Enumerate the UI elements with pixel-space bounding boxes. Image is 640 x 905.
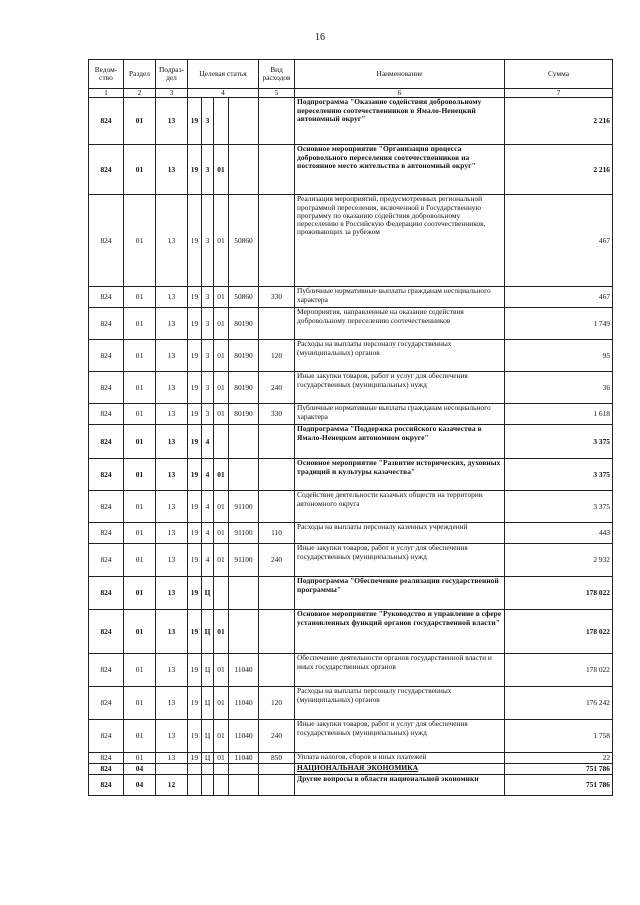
cell-target-part1: 19 [188,523,202,544]
cell-target-part2: 4 [202,425,214,459]
cell-summa: 2 932 [505,544,613,577]
cell-summa: 1 749 [505,308,613,340]
cell-summa: 3 375 [505,491,613,523]
table-row [89,544,613,577]
cell-vedomstvo: 824 [89,753,124,764]
cell-target-part4: 91100 [229,523,259,544]
cell-podrazdel: 13 [156,654,188,687]
cell-summa: 2 216 [505,98,613,145]
table-row [89,372,613,404]
cell-naimenovanie: Основное мероприятие "Развитие исторических, духовных традиций и культуры казачества" [295,459,505,491]
table-row [89,523,613,544]
cell-target-part4: 91100 [229,491,259,523]
cell-vid-rashodov: 240 [259,544,295,577]
cell-podrazdel: 13 [156,577,188,610]
cell-vedomstvo: 824 [89,404,124,425]
header-vedomstvo: Ведом- ство [89,60,124,89]
cell-razdel: 01 [124,372,156,404]
cell-vid-rashodov [259,577,295,610]
cell-target-part2: 4 [202,491,214,523]
cell-summa: 1 618 [505,404,613,425]
cell-target-part1: 19 [188,425,202,459]
header-razdel: Раздел [124,60,156,89]
cell-podrazdel: 13 [156,340,188,372]
cell-podrazdel: 13 [156,491,188,523]
cell-podrazdel: 13 [156,145,188,195]
cell-target-part1: 19 [188,308,202,340]
cell-podrazdel: 12 [156,775,188,796]
cell-target-part2: Ц [202,577,214,610]
cell-target-part3 [214,98,229,145]
cell-target-part3: 01 [214,687,229,720]
cell-target-part4: 11040 [229,654,259,687]
cell-vedomstvo: 824 [89,287,124,308]
cell-target-part2: 3 [202,145,214,195]
cell-naimenovanie: Основное мероприятие "Руководство и управление в сфере установленных функций органов государственной власти" [295,610,505,654]
cell-target-part3 [214,425,229,459]
cell-target-part4: 80190 [229,372,259,404]
page-number: 16 [315,32,325,43]
cell-target-part4: 80190 [229,404,259,425]
table-row [89,577,613,610]
cell-target-part4: 11040 [229,687,259,720]
cell-vid-rashodov [259,308,295,340]
cell-vedomstvo: 824 [89,425,124,459]
cell-naimenovanie: Подпрограмма "Оказание содействия добровольному переселению соотечественников в Ямало-Ненецкий автономный округ" [295,98,505,145]
cell-podrazdel: 13 [156,425,188,459]
table-row [89,654,613,687]
cell-vedomstvo: 824 [89,340,124,372]
cell-vedomstvo: 824 [89,764,124,775]
cell-vid-rashodov: 850 [259,753,295,764]
cell-naimenovanie: Публичные нормативные выплаты гражданам несоциального характера [295,404,505,425]
table-row [89,425,613,459]
cell-razdel: 01 [124,720,156,753]
cell-vedomstvo: 824 [89,308,124,340]
table-row [89,308,613,340]
cell-target-part3: 01 [214,610,229,654]
cell-razdel: 01 [124,687,156,720]
cell-vedomstvo: 824 [89,775,124,796]
cell-razdel: 04 [124,764,156,775]
cell-vid-rashodov [259,610,295,654]
cell-razdel: 01 [124,610,156,654]
cell-target-part4 [229,775,259,796]
cell-vid-rashodov [259,764,295,775]
col-number: 5 [259,89,295,98]
cell-vedomstvo: 824 [89,687,124,720]
cell-razdel: 01 [124,753,156,764]
cell-target-part4: 50860 [229,287,259,308]
cell-naimenovanie: Основное мероприятие "Организация процесса добровольного переселения соотечественников на постоянное место жительства в автономный округ" [295,145,505,195]
cell-target-part4: 91100 [229,544,259,577]
cell-razdel: 01 [124,404,156,425]
cell-target-part3: 01 [214,753,229,764]
cell-razdel: 01 [124,195,156,287]
cell-target-part3: 01 [214,491,229,523]
cell-razdel: 04 [124,775,156,796]
header-summa: Сумма [505,60,613,89]
cell-summa: 178 022 [505,577,613,610]
cell-target-part2 [202,764,214,775]
cell-podrazdel [156,764,188,775]
cell-target-part3: 01 [214,544,229,577]
cell-target-part2: Ц [202,753,214,764]
col-number: 4 [188,89,259,98]
cell-razdel: 01 [124,145,156,195]
cell-razdel: 01 [124,491,156,523]
cell-vedomstvo: 824 [89,491,124,523]
cell-target-part3: 01 [214,654,229,687]
cell-target-part2: 3 [202,287,214,308]
cell-razdel: 01 [124,544,156,577]
cell-vedomstvo: 824 [89,98,124,145]
cell-target-part1: 19 [188,195,202,287]
table-row [89,145,613,195]
cell-target-part1: 19 [188,544,202,577]
cell-vedomstvo: 824 [89,577,124,610]
cell-vid-rashodov [259,425,295,459]
table-row [89,340,613,372]
column-numbers-row [89,89,613,98]
cell-naimenovanie: Расходы на выплаты персоналу государственных (муниципальных) органов [295,687,505,720]
cell-vedomstvo: 824 [89,654,124,687]
cell-naimenovanie: НАЦИОНАЛЬНАЯ ЭКОНОМИКА [295,764,505,775]
cell-summa: 95 [505,340,613,372]
cell-naimenovanie: Подпрограмма "Обеспечение реализации государственной программы" [295,577,505,610]
cell-target-part1: 19 [188,610,202,654]
cell-naimenovanie: Подпрограмма "Поддержка российского казачества в Ямало-Ненецком автономном округе" [295,425,505,459]
cell-target-part3 [214,764,229,775]
cell-summa: 22 [505,753,613,764]
cell-vedomstvo: 824 [89,523,124,544]
cell-naimenovanie: Другие вопросы в области национальной экономики [295,775,505,796]
cell-naimenovanie: Содействие деятельности казачьих обществ на территории автономного округа [295,491,505,523]
cell-target-part4: 50860 [229,195,259,287]
cell-target-part3: 01 [214,340,229,372]
cell-target-part2: 4 [202,544,214,577]
cell-vedomstvo: 824 [89,610,124,654]
cell-target-part3: 01 [214,720,229,753]
cell-vedomstvo: 824 [89,720,124,753]
cell-vid-rashodov: 240 [259,372,295,404]
cell-vid-rashodov: 330 [259,287,295,308]
cell-target-part2 [202,775,214,796]
cell-target-part4 [229,610,259,654]
cell-podrazdel: 13 [156,687,188,720]
table-row [89,287,613,308]
cell-summa: 1 758 [505,720,613,753]
table-row [89,459,613,491]
cell-target-part2: Ц [202,720,214,753]
cell-podrazdel: 13 [156,308,188,340]
cell-naimenovanie: Иные закупки товаров, работ и услуг для обеспечения государственных (муниципальных) нужд [295,544,505,577]
table-row [89,404,613,425]
cell-target-part3: 01 [214,308,229,340]
cell-summa: 176 242 [505,687,613,720]
cell-target-part4: 11040 [229,720,259,753]
cell-razdel: 01 [124,287,156,308]
cell-naimenovanie: Расходы на выплаты персоналу казенных учреждений [295,523,505,544]
cell-podrazdel: 13 [156,98,188,145]
cell-naimenovanie: Уплата налогов, сборов и иных платежей [295,753,505,764]
cell-razdel: 01 [124,425,156,459]
cell-summa: 3 375 [505,459,613,491]
cell-naimenovanie: Мероприятия, направленные на оказание содействия добровольному переселению соотечественников [295,308,505,340]
cell-summa: 36 [505,372,613,404]
cell-target-part1: 19 [188,753,202,764]
cell-target-part4 [229,145,259,195]
cell-target-part1: 19 [188,720,202,753]
table-row [89,491,613,523]
cell-vid-rashodov: 120 [259,340,295,372]
cell-target-part3: 01 [214,459,229,491]
cell-summa: 467 [505,195,613,287]
cell-target-part3: 01 [214,287,229,308]
cell-razdel: 01 [124,577,156,610]
cell-vedomstvo: 824 [89,145,124,195]
table-row [89,98,613,145]
cell-podrazdel: 13 [156,523,188,544]
table-body [89,98,613,796]
cell-target-part1: 19 [188,340,202,372]
table-row [89,610,613,654]
col-number: 1 [89,89,124,98]
cell-podrazdel: 13 [156,610,188,654]
cell-target-part1: 19 [188,145,202,195]
cell-podrazdel: 13 [156,459,188,491]
cell-target-part1: 19 [188,459,202,491]
cell-vid-rashodov [259,654,295,687]
cell-vid-rashodov [259,775,295,796]
cell-target-part1: 19 [188,98,202,145]
cell-target-part3 [214,775,229,796]
cell-razdel: 01 [124,459,156,491]
cell-podrazdel: 13 [156,544,188,577]
cell-vid-rashodov: 240 [259,720,295,753]
cell-naimenovanie: Иные закупки товаров, работ и услуг для обеспечения государственных (муниципальных) нужд [295,720,505,753]
cell-target-part1 [188,764,202,775]
cell-vid-rashodov: 330 [259,404,295,425]
col-number: 7 [505,89,613,98]
cell-naimenovanie: Реализация мероприятий, предусмотренных региональной программой переселения, включенной в Государственную программу по оказанию содействия добровольному переселению в Российскую Федерацию соотечественников, проживающих за рубежом [295,195,505,287]
header-naimenovanie: Наименование [295,60,505,89]
cell-vid-rashodov: 110 [259,523,295,544]
cell-target-part3: 01 [214,523,229,544]
cell-podrazdel: 13 [156,404,188,425]
cell-podrazdel: 13 [156,287,188,308]
cell-target-part2: 3 [202,404,214,425]
table-row [89,195,613,287]
cell-summa: 3 375 [505,425,613,459]
col-number: 2 [124,89,156,98]
cell-podrazdel: 13 [156,372,188,404]
cell-summa: 178 022 [505,654,613,687]
cell-vedomstvo: 824 [89,459,124,491]
cell-naimenovanie: Обеспечение деятельности органов государственной власти и иных государственных органов [295,654,505,687]
cell-vid-rashodov [259,98,295,145]
cell-target-part4: 80190 [229,340,259,372]
cell-podrazdel: 13 [156,195,188,287]
cell-vid-rashodov [259,145,295,195]
cell-target-part2: 3 [202,195,214,287]
cell-summa: 751 786 [505,764,613,775]
cell-target-part1: 19 [188,404,202,425]
cell-vid-rashodov: 120 [259,687,295,720]
cell-target-part4 [229,764,259,775]
cell-vid-rashodov [259,459,295,491]
cell-vedomstvo: 824 [89,195,124,287]
cell-target-part1: 19 [188,687,202,720]
cell-target-part4 [229,577,259,610]
table-row [89,687,613,720]
cell-razdel: 01 [124,340,156,372]
cell-target-part4 [229,459,259,491]
cell-target-part2: Ц [202,654,214,687]
cell-target-part2: 4 [202,459,214,491]
col-number: 3 [156,89,188,98]
cell-target-part1: 19 [188,654,202,687]
cell-summa: 467 [505,287,613,308]
cell-vid-rashodov [259,195,295,287]
cell-razdel: 01 [124,98,156,145]
cell-target-part3: 01 [214,195,229,287]
cell-target-part3: 01 [214,372,229,404]
cell-target-part3 [214,577,229,610]
cell-target-part2: Ц [202,610,214,654]
table-row [89,753,613,764]
cell-vid-rashodov [259,491,295,523]
cell-target-part2: 4 [202,523,214,544]
col-number: 6 [295,89,505,98]
cell-target-part4 [229,98,259,145]
cell-target-part4: 11040 [229,753,259,764]
header-celevaya-statya: Целевая статья [188,60,259,89]
cell-vedomstvo: 824 [89,544,124,577]
budget-table [88,59,613,796]
cell-target-part1: 19 [188,491,202,523]
cell-summa: 178 022 [505,610,613,654]
cell-razdel: 01 [124,308,156,340]
cell-target-part3: 01 [214,145,229,195]
cell-target-part4 [229,425,259,459]
cell-target-part4: 80190 [229,308,259,340]
cell-summa: 443 [505,523,613,544]
header-vid-rashodov: Вид расходов [259,60,295,89]
cell-target-part1: 19 [188,372,202,404]
cell-target-part1: 19 [188,577,202,610]
table-row [89,764,613,775]
cell-target-part2: 3 [202,372,214,404]
cell-naimenovanie: Расходы на выплаты персоналу государственных (муниципальных) органов [295,340,505,372]
cell-target-part2: 3 [202,340,214,372]
table-row [89,775,613,796]
cell-naimenovanie: Иные закупки товаров, работ и услуг для обеспечения государственных (муниципальных) нужд [295,372,505,404]
cell-razdel: 01 [124,523,156,544]
cell-summa: 751 786 [505,775,613,796]
header-podrazdel: Подраз- дел [156,60,188,89]
cell-target-part1: 19 [188,287,202,308]
table-row [89,720,613,753]
cell-target-part1 [188,775,202,796]
cell-vedomstvo: 824 [89,372,124,404]
cell-target-part2: Ц [202,687,214,720]
cell-summa: 2 216 [505,145,613,195]
cell-target-part2: 3 [202,98,214,145]
cell-podrazdel: 13 [156,720,188,753]
cell-target-part2: 3 [202,308,214,340]
cell-podrazdel: 13 [156,753,188,764]
cell-razdel: 01 [124,654,156,687]
cell-target-part3: 01 [214,404,229,425]
cell-naimenovanie: Публичные нормативные выплаты гражданам несоциального характера [295,287,505,308]
